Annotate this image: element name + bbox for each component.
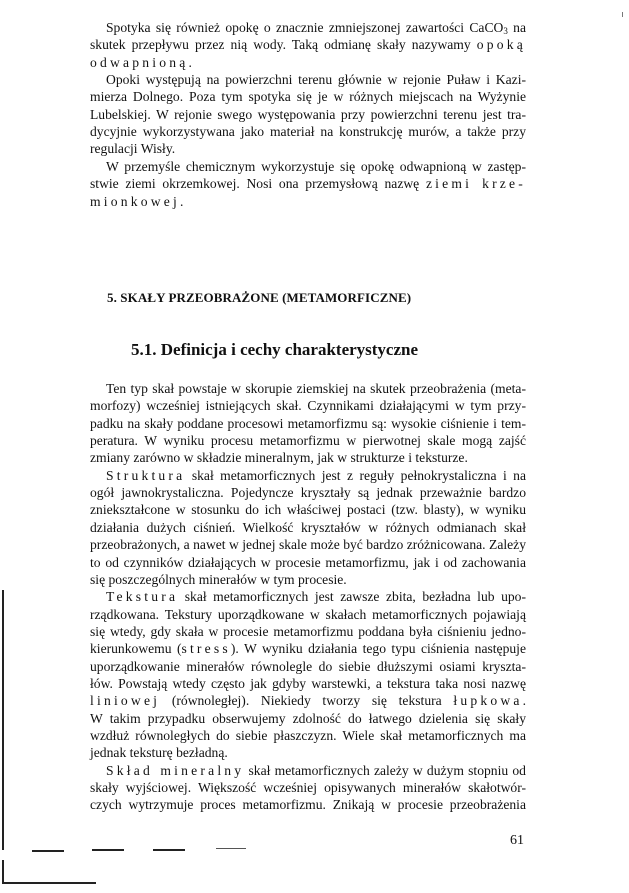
text-line: W takim przypadku obserwujemy zdolność do łatwego dzielenia się skały bbox=[90, 710, 526, 726]
spaced-term: Struktura bbox=[106, 467, 186, 483]
spaced-term: łupkowa bbox=[453, 693, 523, 709]
text-line: się wtedy, gdy skała w procesie metamorfizmu poddana była ciśnieniu jedno- bbox=[90, 623, 526, 639]
text-line: wzdłuż równoległych do siebie płaszczyzn. Wiele skał metamorficznych ma bbox=[90, 728, 526, 743]
spaced-term: stress bbox=[181, 641, 231, 657]
text-line: łów. Powstają wtedy często jak gdyby warstewki, a tekstura taka nosi nazwę bbox=[90, 675, 526, 691]
scan-artifact-mark bbox=[622, 12, 623, 17]
text-line: Skład mineralny skał metamorficznych zależy w dużym stopniu od bbox=[106, 762, 526, 778]
text-line: ogół jawnokrystaliczna. Pojedyncze kryształy są jednak przeważnie bardzo bbox=[90, 485, 526, 501]
page-number: 61 bbox=[510, 833, 524, 848]
spaced-term: ziemi krze- bbox=[425, 176, 526, 192]
text-line: stwie ziemi okrzemkowej. Nosi ona przemysłową nazwę ziemi krze- bbox=[90, 176, 526, 192]
text-line: mionkowej. bbox=[90, 193, 184, 209]
text-line: skały wyjściowej. Większość wcześniej opisywanych minerałów skałotwór- bbox=[90, 780, 526, 796]
scan-artifact-rule bbox=[32, 850, 64, 852]
text-line: Lubelskiej. W rejonie swego występowania przy powierzchni terenu jest tra- bbox=[90, 106, 526, 122]
text-line: jednak teksturę bezładną. bbox=[90, 745, 228, 761]
scan-artifact-rule bbox=[92, 849, 124, 851]
text-line: Spotyka się również opokę o znacznie zmniejszonej zawartości CaCO$_3$ na bbox=[106, 20, 526, 36]
text-line: morfozy) wcześniej istniejących skał. Czynnikami działającymi w tym przy- bbox=[90, 398, 526, 414]
scan-artifact-rule bbox=[216, 848, 246, 849]
text-line: działania dużych ciśnień. Wielkość kryształów w różnych odmianach skał bbox=[90, 519, 526, 535]
scan-artifact-edge bbox=[2, 590, 4, 850]
text-line: to od czynników działających w procesie metamorfizmu, jak i od zachowania bbox=[90, 554, 526, 570]
text-line: rządkowana. Tekstury uporządkowane w skałach metamorficznych pojawiają bbox=[90, 606, 526, 622]
text-line: uporządkowanie minerałów równolegle do siebie dłuższymi osiami krysztа- bbox=[90, 658, 526, 674]
text-line: kierunkowemu (stress). W wyniku działania tego typu ciśnienia następuje bbox=[90, 641, 526, 657]
text-line: Opoki występują na powierzchni terenu głównie w rejonie Puław i Kazi- bbox=[106, 72, 526, 88]
text-line: czych wytrzymuje proces metamorfizmu. Znikają w procesie przeobrażenia bbox=[90, 797, 526, 813]
section-heading: 5.1. Definicja i cechy charakterystyczne bbox=[131, 340, 419, 359]
text-line: przeobrażonych, a nawet w jednej skale może być bardzo zróżnicowana. Zależy bbox=[90, 537, 526, 553]
text-line: zmiany zarówno w składzie mineralnym, jak w strukturze i teksturze. bbox=[90, 450, 468, 466]
text-line: Struktura skał metamorficznych jest z reguły pełnokrystaliczna i na bbox=[106, 467, 526, 483]
text-line: się poszczególnych minerałów w tym procesie. bbox=[90, 571, 347, 587]
text-line: odwapnioną. bbox=[90, 54, 192, 70]
text-line: skutek przepływu przez nią wody. Taką odmianę skały nazywamy opoką bbox=[90, 37, 526, 53]
text-line: Tekstura skał metamorficznych jest zawsze zbita, bezładna lub upo- bbox=[106, 589, 526, 605]
text-line: mierza Dolnego. Poza tym spotyka się je w różnych miejscach na Wyżynie bbox=[90, 89, 526, 105]
text-line: padku na skały poddane procesowi metamorfizmu są: wysokie ciśnienie i tem- bbox=[90, 415, 526, 431]
spaced-term: Skład mineralny bbox=[106, 762, 245, 778]
scan-artifact-rule bbox=[4, 882, 96, 884]
spaced-term: opoką bbox=[476, 37, 526, 53]
text-line: zniekształcone w stosunku do ich właściwej postaci (tzw. blasty), w wyniku bbox=[90, 502, 526, 518]
spaced-term: odwapnioną bbox=[90, 54, 189, 70]
text-line: liniowej (równoległej). Niekiedy tworzy się tekstura łupkowa. bbox=[90, 693, 526, 709]
spaced-term: mionkowej bbox=[90, 193, 180, 209]
text-line: Ten typ skał powstaje w skorupie ziemskiej na skutek przeobrażenia (meta- bbox=[106, 381, 526, 396]
text-line: regulacji Wisły. bbox=[90, 141, 176, 157]
text-line: peratura. W wyniku procesu metamorfizmu w pierwotnej skale mogą zajść bbox=[90, 433, 526, 449]
text-line: dycyjnie wykorzystywana jako materiał na konstrukcję murów, a także przy bbox=[90, 124, 526, 140]
spaced-term: liniowej bbox=[90, 693, 161, 709]
scan-artifact-edge bbox=[2, 860, 4, 884]
scan-artifact-rule bbox=[153, 849, 185, 851]
text-line: W przemyśle chemicznym wykorzystuje się opokę odwapnioną w zastęp- bbox=[106, 158, 526, 174]
chapter-heading: 5. SKAŁY PRZEOBRAŻONE (METAMORFICZNE) bbox=[107, 290, 412, 305]
spaced-term: Tekstura bbox=[106, 589, 179, 605]
